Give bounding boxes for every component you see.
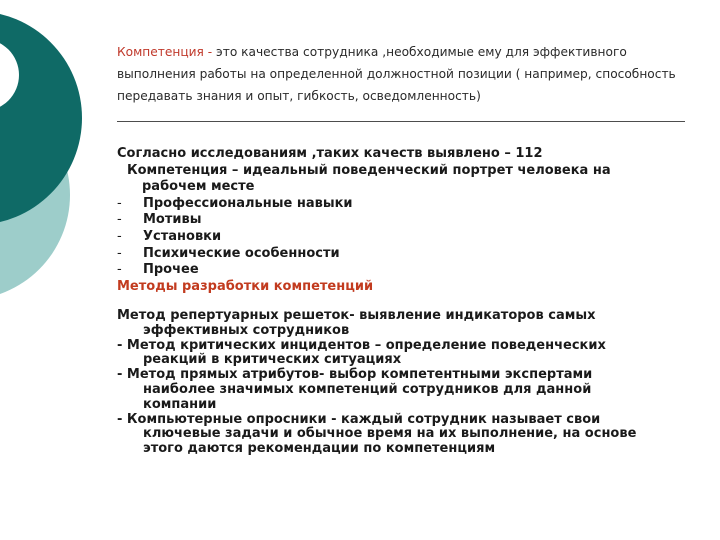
list-item <box>117 196 697 213</box>
method-continuation: компании <box>143 396 217 412</box>
list-item-text: Психические особенности <box>143 245 340 261</box>
divider <box>117 121 685 122</box>
ideal-portrait-line-2: рабочем месте <box>142 179 255 195</box>
list-item <box>117 246 697 263</box>
method-item <box>117 413 697 457</box>
method-item <box>117 368 697 412</box>
bullet-dash: - <box>117 212 122 228</box>
list-item <box>117 229 697 246</box>
methods-heading: Методы разработки компетенций <box>117 278 374 294</box>
definition-line-2: выполнения работы на определенной должностной позиции ( например, способность <box>117 67 676 81</box>
method-item <box>117 309 697 339</box>
bullet-dash: - <box>117 228 122 244</box>
bullet-dash: - <box>117 262 122 278</box>
definition-paragraph <box>117 41 702 107</box>
definition-line-3: передавать знания и опыт, гибкость, осведомленность) <box>117 89 481 103</box>
method-line: - Компьютерные опросники - каждый сотрудник называет свои <box>117 411 601 427</box>
method-continuation: эффективных сотрудников <box>143 322 350 338</box>
method-continuation: ключевые задачи и обычное время на их выполнение, на основе <box>143 426 637 442</box>
definition-line-1: это качества сотрудника ,необходимые ему для эффективного <box>216 45 627 59</box>
list-item-text: Мотивы <box>143 212 202 228</box>
list-item-text: Установки <box>143 228 222 244</box>
list-item <box>117 262 697 279</box>
study-section <box>117 146 697 295</box>
method-continuation: реакций в критических ситуациях <box>143 352 402 368</box>
list-item <box>117 212 697 229</box>
method-line: - Метод прямых атрибутов- выбор компетентными экспертами <box>117 367 593 383</box>
bullet-dash: - <box>117 245 122 261</box>
ideal-portrait-line-1: Компетенция – идеальный поведенческий портрет человека на <box>127 162 611 178</box>
list-item-text: Прочее <box>143 262 199 278</box>
list-item-text: Профессиональные навыки <box>143 195 353 211</box>
study-result-line: Согласно исследованиям ,таких качеств выявлено – 112 <box>117 146 543 161</box>
method-line: - Метод критических инцидентов – определение поведенческих <box>117 337 606 353</box>
method-line: Метод репертуарных решеток- выявление индикаторов самых <box>117 308 596 323</box>
methods-list <box>117 309 697 457</box>
bullet-dash: - <box>117 195 122 211</box>
definition-term: Компетенция - <box>117 45 213 59</box>
method-item <box>117 339 697 369</box>
method-continuation: наиболее значимых компетенций сотрудников для данной <box>143 381 592 397</box>
method-continuation: этого даются рекомендации по компетенциям <box>143 441 496 457</box>
